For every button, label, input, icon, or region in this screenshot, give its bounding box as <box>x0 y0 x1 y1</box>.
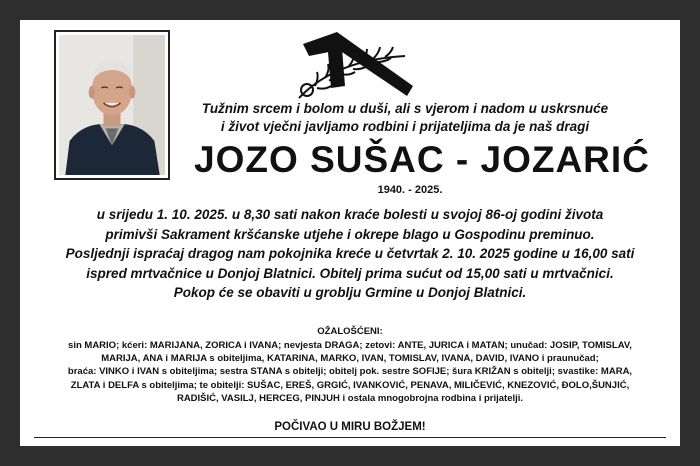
details-line: ispred mrtvačnice u Donjoj Blatnici. Obitelj prima sućut od 15,00 sati u mrtvačnici. <box>86 265 614 281</box>
mourners-line: sin MARIO; kćeri: MARIJANA, ZORICA i IVANA; nevjesta DRAGA; zetovi: ANTE, JURICA i MATAN; unučad: JOSIP, TOMISLAV, <box>68 340 632 351</box>
mourners-line: MARIJA, ANA i MARIJA s obiteljima, KATARINA, MARKO, IVAN, TOMISLAV, IVANA, DAVID, IVANO i praunučad; <box>101 353 599 365</box>
announcement-intro <box>170 100 640 136</box>
cross-with-palm-icon <box>295 30 415 100</box>
mourners-line: RADIŠIĆ, VASILJ, HERCEG, PINJUH i ostala mnogobrojna rodbina i prijatelji. <box>176 392 524 404</box>
details-line: Posljednji ispraćaj dragog nam pokojnika kreće u četvrtak 2. 10. 2025 godine u 16,00 sati <box>65 246 635 261</box>
mourners-list <box>36 339 664 405</box>
intro-line: Tužnim srcem i bolom u duši, ali s vjerom i nadom u uskrsnuće <box>201 101 609 116</box>
portrait-frame <box>54 30 170 180</box>
details-line: u srijedu 1. 10. 2025. u 8,30 sati nakon kraće bolesti u svojoj 86-oj godini života <box>96 207 604 222</box>
obituary-card <box>20 20 680 446</box>
funeral-details <box>40 205 660 303</box>
details-line: Pokop će se obaviti u groblju Grmine u Donjoj Blatnici. <box>173 285 527 300</box>
bottom-divider <box>34 437 666 438</box>
mourners-line: ZLATA i DELFA s obiteljima; te obitelji: SUŠAC, EREŠ, GRGIĆ, IVANKOVIĆ, PENAVA, MILIČEVIĆ, KNEZOVIĆ, ĐOLO,ŠUNJIĆ, <box>70 379 630 391</box>
intro-line: i život vječni javljamo rodbini i prijateljima da je naš dragi <box>220 119 590 134</box>
deceased-name: JOZO SUŠAC - JOZARIĆ <box>194 139 650 180</box>
mourners-title: OŽALOŠĆENI: <box>317 326 383 337</box>
portrait-photo <box>59 35 165 175</box>
life-years: 1940. - 2025. <box>377 184 443 196</box>
details-line: primivši Sakrament kršćanske utjehe i okrepe blago u Gospodinu preminuo. <box>105 226 595 242</box>
closing-prayer: POČIVAO U MIRU BOŽJEM! <box>274 421 426 433</box>
mourners-line: braća: VINKO i IVAN s obiteljima; sestra STANA s obitelji; obitelj pok. sestre SOFIJE; šura KRIŽAN s obitelji; svastike: MARA, <box>67 366 633 378</box>
